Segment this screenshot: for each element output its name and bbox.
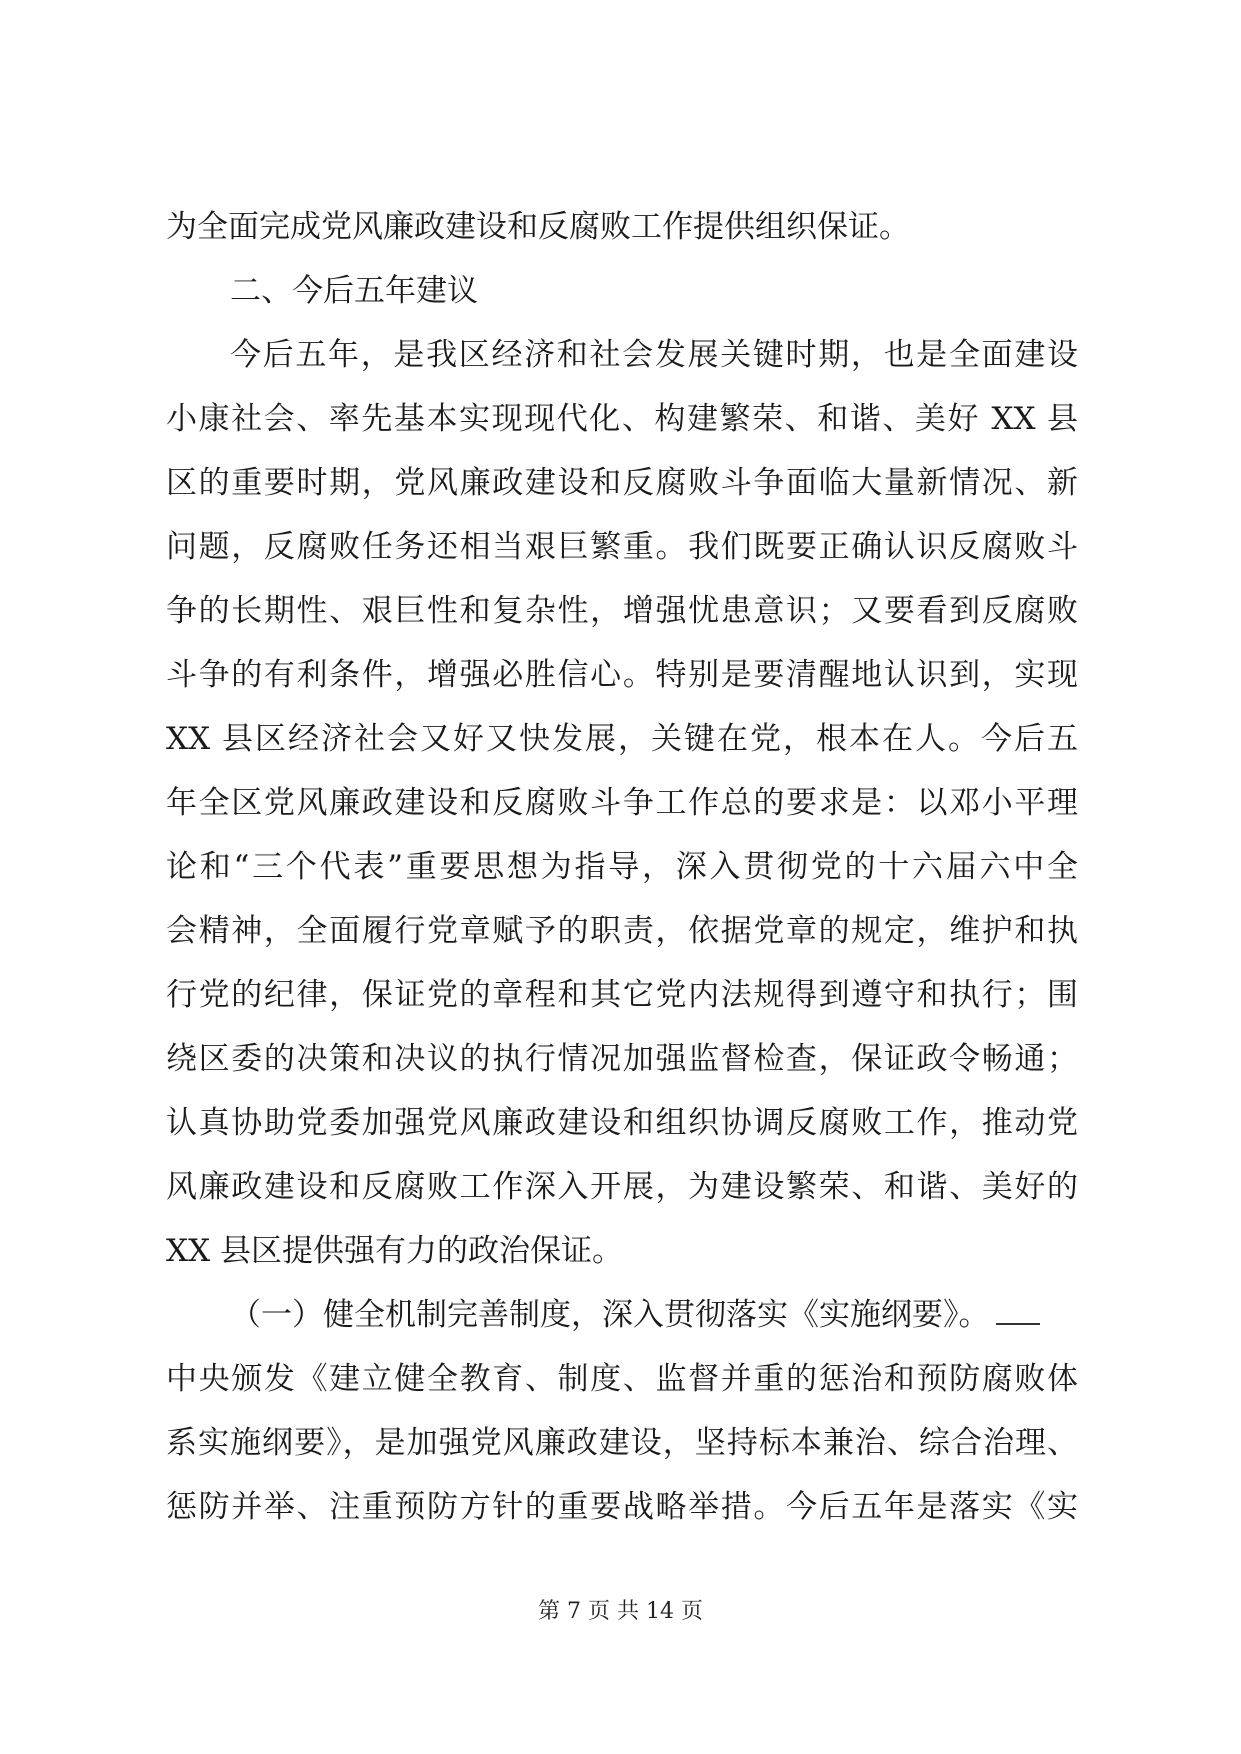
text-line: XX 县区经济社会又好又快发展，关键在党，根本在人。今后五 [166, 721, 1078, 757]
text-line: XX 县区提供强有力的政治保证。 [166, 1233, 623, 1269]
text-line: 论和“三个代表”重要思想为指导，深入贯彻党的十六届六中全 [166, 849, 1078, 885]
underline-blank [996, 1297, 1040, 1325]
subsection-heading-line [230, 1283, 1078, 1347]
text-line: 绕区委的决策和决议的执行情况加强监督检查，保证政令畅通； [166, 1041, 1078, 1077]
page-footer: 第 7 页 共 14 页 [538, 1599, 703, 1624]
text-line: 认真协助党委加强党风廉政建设和组织协调反腐败工作，推动党 [166, 1105, 1078, 1141]
text-line: 中央颁发《建立健全教育、制度、监督并重的惩治和预防腐败体 [166, 1361, 1078, 1397]
text-line: 惩防并举、注重预防方针的重要战略举措。今后五年是落实《实 [166, 1489, 1078, 1525]
text-line: 小康社会、率先基本实现现代化、构建繁荣、和谐、美好 XX 县 [166, 401, 1078, 437]
text-line: 会精神，全面履行党章赋予的职责，依据党章的规定，维护和执 [166, 913, 1078, 949]
text-line: 行党的纪律，保证党的章程和其它党内法规得到遵守和执行；围 [166, 977, 1078, 1013]
text-line: 今后五年，是我区经济和社会发展关键时期，也是全面建设 [230, 337, 1078, 373]
text-line: 风廉政建设和反腐败工作深入开展，为建设繁荣、和谐、美好的 [166, 1169, 1078, 1205]
text-line: 问题，反腐败任务还相当艰巨繁重。我们既要正确认识反腐败斗 [166, 529, 1078, 565]
text-line: 系实施纲要》，是加强党风廉政建设，坚持标本兼治、综合治理、 [166, 1425, 1078, 1461]
section-heading: 二、今后五年建议 [230, 273, 478, 309]
text-line: 为全面完成党风廉政建设和反腐败工作提供组织保证。 [166, 209, 910, 245]
text-line: 斗争的有利条件，增强必胜信心。特别是要清醒地认识到，实现 [166, 657, 1078, 693]
text-line: 区的重要时期，党风廉政建设和反腐败斗争面临大量新情况、新 [166, 465, 1078, 501]
text-line: 年全区党风廉政建设和反腐败斗争工作总的要求是：以邓小平理 [166, 785, 1078, 821]
text-line: 争的长期性、艰巨性和复杂性，增强忧患意识；又要看到反腐败 [166, 593, 1078, 629]
subsection-heading: （一）健全机制完善制度，深入贯彻落实《实施纲要》。 [230, 1297, 990, 1333]
